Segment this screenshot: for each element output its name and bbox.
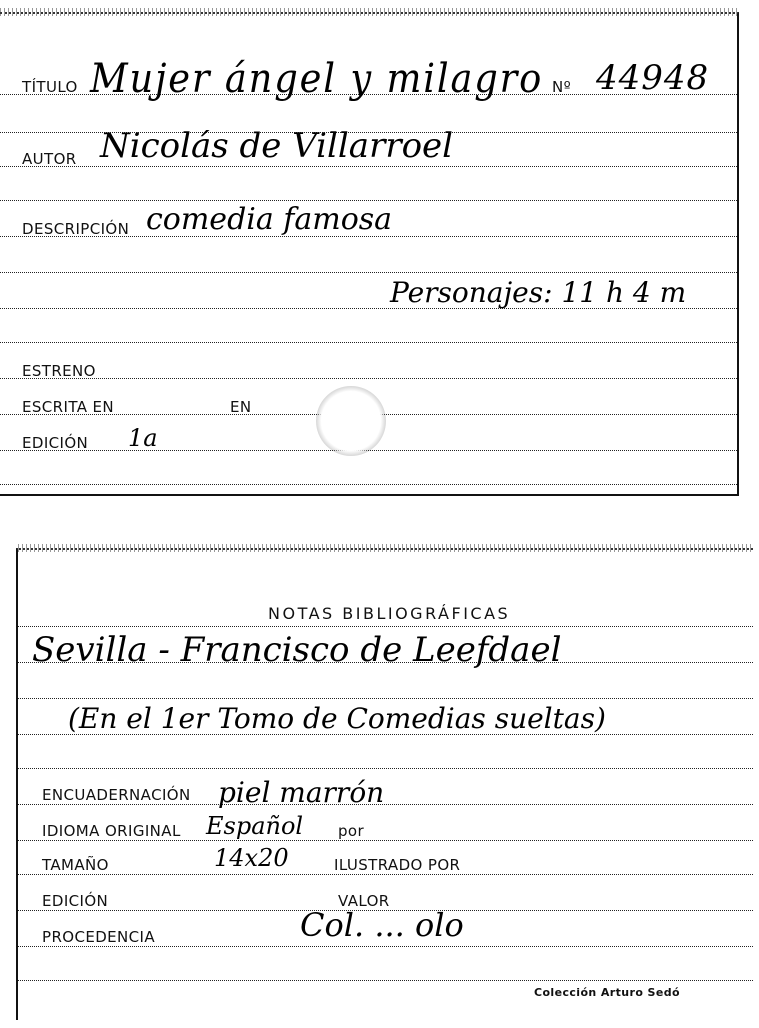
en-label: EN (230, 398, 252, 416)
catalog-card-front (0, 12, 739, 496)
personajes-value: Personajes: 11 h 4 m (390, 276, 687, 309)
card-rule (18, 874, 753, 875)
descripcion-label: DESCRIPCIÓN (22, 220, 130, 238)
card-rule (18, 626, 753, 627)
titulo-value: Mujer ángel y milagro (90, 56, 544, 102)
note-line-2: (En el 1er Tomo de Comedias sueltas) (68, 702, 606, 735)
card-rule (18, 946, 753, 947)
titulo-label: TÍTULO (22, 78, 78, 96)
card-rule (0, 272, 737, 273)
edicion-label: EDICIÓN (22, 434, 89, 452)
encuadernacion-label: ENCUADERNACIÓN (42, 786, 191, 804)
autor-value: Nicolás de Villarroel (100, 126, 454, 166)
tamano-label: TAMAÑO (42, 856, 109, 874)
note-line-1: Sevilla - Francisco de Leefdael (32, 630, 562, 670)
edicion-value: 1a (128, 424, 158, 452)
procedencia-value: Col. ... olo (300, 906, 464, 944)
ilustrado-label: ILUSTRADO POR (334, 856, 461, 874)
card-rule (18, 840, 753, 841)
idioma-value: Español (206, 812, 304, 840)
catalog-card-back (16, 548, 753, 1020)
card-rule (0, 342, 737, 343)
descripcion-value: comedia famosa (146, 202, 393, 237)
procedencia-label: PROCEDENCIA (42, 928, 156, 946)
card-rule (18, 980, 753, 981)
card-rule (0, 166, 737, 167)
estreno-label: ESTRENO (22, 362, 96, 380)
card-rule (18, 768, 753, 769)
card-rule (18, 804, 753, 805)
por-label: por (338, 822, 365, 840)
card-rule (0, 378, 737, 379)
punch-hole (316, 386, 386, 456)
escrita-label: ESCRITA EN (22, 398, 115, 416)
card-rule (0, 484, 737, 485)
scan-noise (0, 8, 737, 16)
notas-heading: NOTAS BIBLIOGRÁFICAS (268, 604, 511, 623)
encuadernacion-value: piel marrón (218, 776, 385, 809)
valor-label: VALOR (338, 892, 390, 910)
numero-value: 44948 (596, 58, 710, 98)
card-rule (0, 200, 737, 201)
idioma-label: IDIOMA ORIGINAL (42, 822, 181, 840)
numero-label: Nº (552, 78, 572, 96)
edicion-label-back: EDICIÓN (42, 892, 109, 910)
autor-label: AUTOR (22, 150, 77, 168)
collection-footer: Colección Arturo Sedó (534, 986, 680, 999)
scan-noise (18, 544, 753, 552)
card-rule (18, 698, 753, 699)
tamano-value: 14x20 (214, 844, 289, 872)
